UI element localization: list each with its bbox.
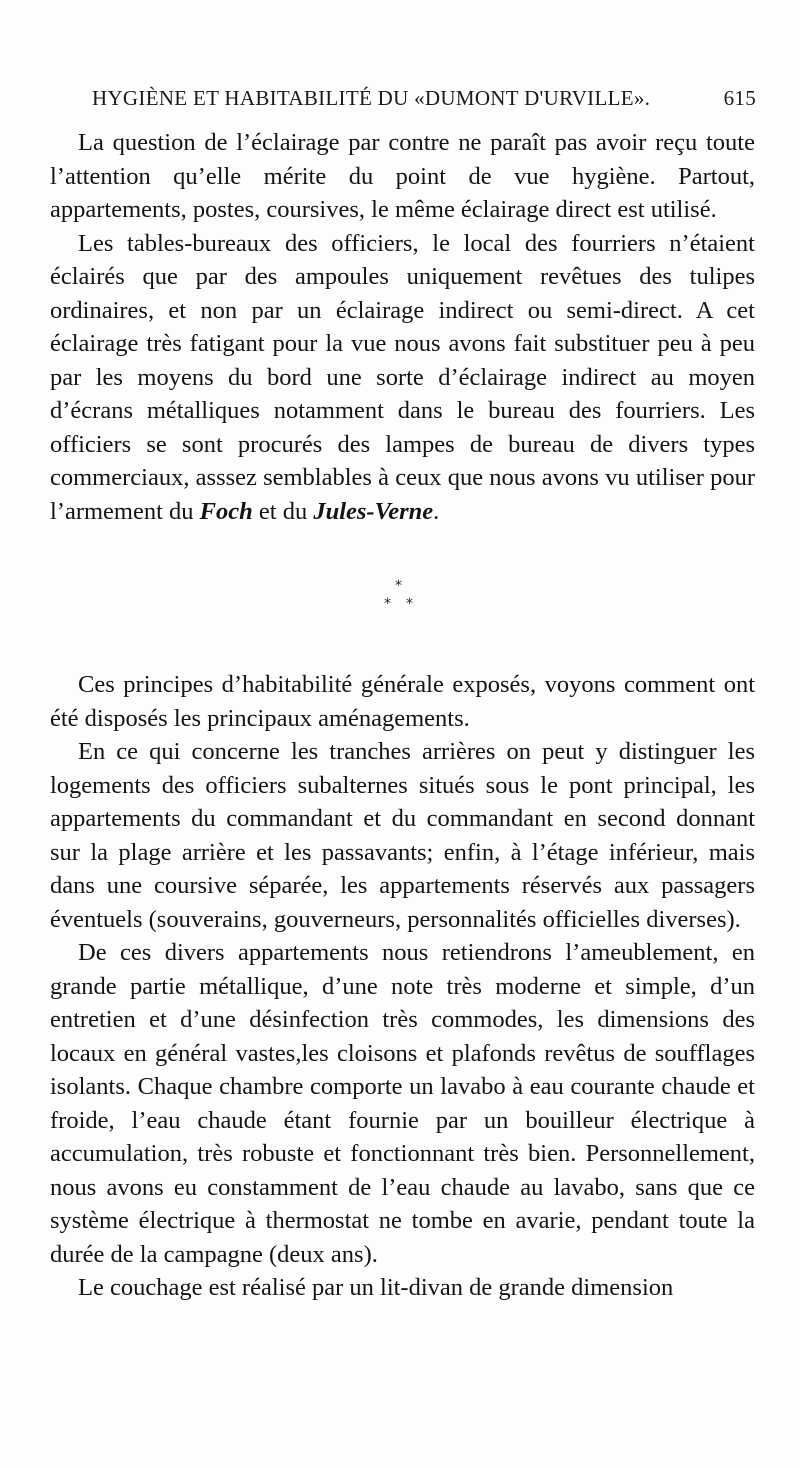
paragraph-rear-sections: En ce qui concerne les tranches arrières on peut y distinguer les logements des officiers subalternes situés sous le pont principal, les appartements du commandant et du commandant en second donnant sur la plage arrière et les passavants; enfin, à l’étage inférieur, mais dans une coursive séparée, les appartements réservés aux passagers éventuels (souverains, gouverneurs, personnalités officielles diverses). <box>50 738 755 933</box>
paragraph-lighting: La question de l’éclairage par contre ne paraît pas avoir reçu toute l’attention qu’elle mérite du point de vue hygiène. Partout, appartements, postes, coursives, le même éclairage direct est utilisé. <box>50 129 755 223</box>
paragraph-furnishings: De ces divers appartements nous retiendrons l’ameublement, en grande partie métallique, d’une note très moderne et simple, d’un entretien et d’une désinfection très commodes, les dimensions des locaux en général vastes,les cloisons et plafonds revêtus de soufflages isolants. Chaque chambre comporte un lavabo à eau courante chaude et froide, l’eau chaude étant fournie par un bouilleur électrique à accumulation, très robuste et fonctionnant très bien. Personnellement, nous avons eu constamment de l’eau chaude au lavabo, sans que ce système électrique à thermostat ne tombe en avarie, pendant toute la durée de la campagne (deux ans). <box>50 939 755 1268</box>
ship-name-jules-verne: Jules-Verne <box>313 497 434 525</box>
page-number: 615 <box>723 86 756 110</box>
separator-star-left: * <box>384 596 391 612</box>
separator-star-top: * <box>395 578 402 594</box>
section-separator <box>50 528 755 668</box>
paragraph-principles: Ces principes d’habitabilité générale exposés, voyons comment ont été disposés les principaux aménagements. <box>50 671 755 732</box>
paragraph-bedding: Le couchage est réalisé par un lit-divan de grande dimension <box>78 1274 674 1301</box>
page-header <box>92 86 756 120</box>
paragraph-office-lighting <box>50 227 755 529</box>
paragraph-office-lighting-joiner: et du <box>252 497 314 525</box>
paragraph-office-lighting-text: Les tables-bureaux des officiers, le local des fourriers n’étaient éclairés que par des ampoules uniquement revêtues des tulipes ordinaires, et non par un éclairage indirect ou semi-direct. A cet éclairage très fatigant pour la vue nous avons fait substituer peu à peu par les moyens du bord une sorte d’éclairage indirect au moyen d’écrans métalliques notamment dans le bureau des fourriers. Les officiers se sont procurés des lampes de bureau de divers types commerciaux, asssez semblables à ceux que nous avons vu utiliser pour l’armement du <box>50 229 755 525</box>
ship-name-foch: Foch <box>199 497 253 525</box>
separator-star-right: * <box>406 596 413 612</box>
body-text <box>50 126 755 1305</box>
paragraph-office-lighting-end: . <box>433 497 440 525</box>
running-title: HYGIÈNE ET HABITABILITÉ DU «DUMONT D'URVILLE». <box>92 86 651 110</box>
